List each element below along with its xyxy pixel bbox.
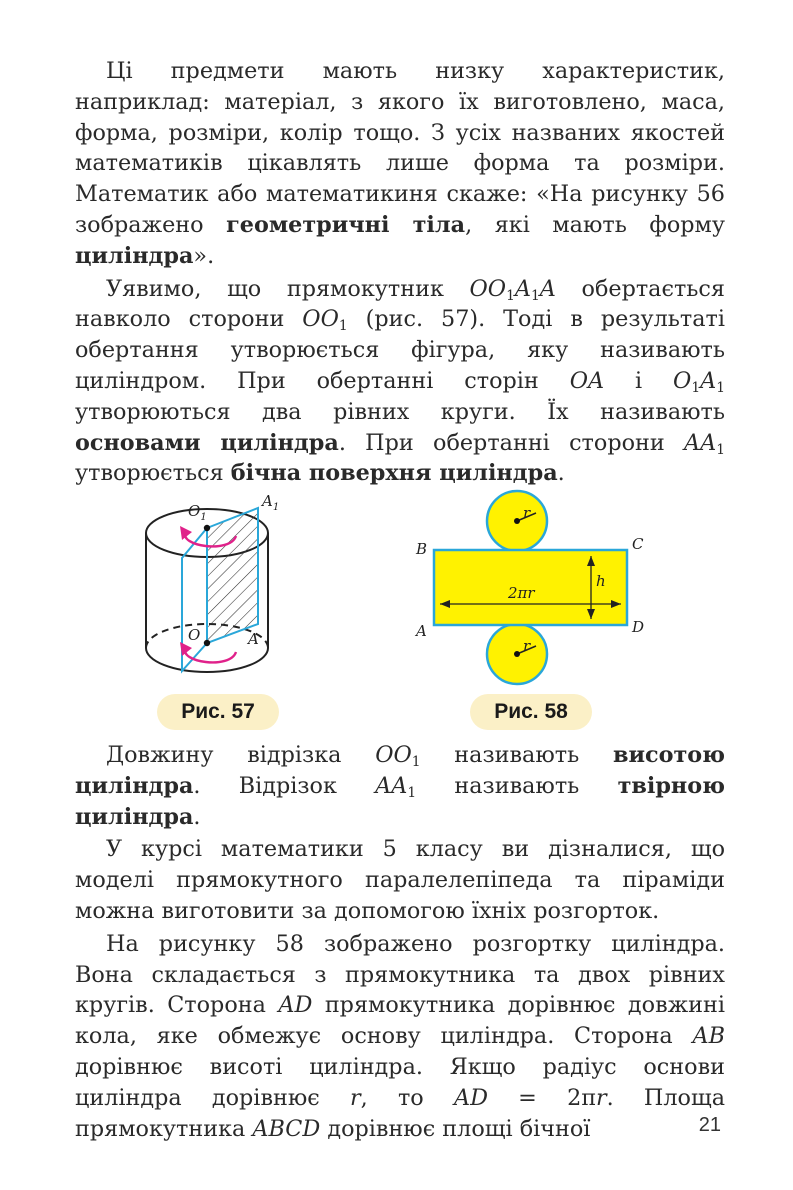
center-top [514, 518, 520, 524]
label-d: D [632, 618, 645, 636]
paragraph-rotation: Уявимо, що прямокутник $OO_1A_1A$ обертається навколо сторони $OO_1$ (рис. 57). Тоді в результаті обертання утворюється фігура, яку називають циліндром. При обертанні сторін OA і $O_1A_1$ утворюються два рівних круги. Їх називають основами циліндра. При обертанні сторони $AA_1$ утворюється бічна поверхня циліндра. [75, 275, 726, 487]
label-r-bottom: r [523, 637, 531, 655]
label-r-top: r [523, 504, 531, 522]
center-bottom [514, 651, 520, 657]
term-geometric-bodies: геометричні тіла [226, 211, 466, 238]
paragraph-cylinder-net: На рисунку 58 зображено розгортку циліндра. Вона складається з прямокутника та двох рівних кругів. Сторона AD прямокутника дорівнює довжині кола, яке обмежує основу циліндра. Сторона AB дорівнює висоті циліндра. Якщо радіус основи циліндра дорівнює r, то AD = 2πr. Площа прямокутника ABCD дорівнює площі бічної [75, 930, 725, 1142]
label-b: B [416, 540, 428, 558]
caption-fig-57: Рис. 57 [157, 694, 279, 730]
label-o1: $O_1$ [188, 502, 207, 523]
label-2pir: 2πr [508, 584, 535, 602]
caption-fig-58: Рис. 58 [470, 694, 592, 730]
cylinder-bottom-front [146, 648, 268, 672]
term-bases: основами циліндра [75, 429, 339, 456]
label-a: A [248, 630, 259, 648]
term-height: висотою циліндра [75, 742, 725, 799]
term-cylinder: циліндра [75, 242, 194, 269]
point-o [204, 640, 210, 646]
paragraph-intro: Ці предмети мають низку характеристик, наприклад: матеріал, з якого їх виготовлено, маса, форма, розміри, колір тощо. З усіх названих якостей математиків цікавлять лише форма та розміри. Математик або математикиня скаже: «На рисунку 56 зображено геометричні тіла, які мають форму циліндра». [75, 58, 725, 269]
label-c: C [632, 535, 644, 553]
label-a: A [416, 622, 427, 640]
figure-57-cylinder [130, 488, 310, 688]
term-lateral-surface: бічна поверхня циліндра [230, 460, 558, 487]
text-block-bottom [75, 740, 725, 1144]
label-a1: $A_1$ [262, 492, 280, 513]
figure-58-net [410, 486, 660, 686]
label-h: h [596, 572, 606, 590]
paragraph-nets: У курсі математики 5 класу ви дізналися, що моделі прямокутного паралелепіпеда та піраміди можна виготовити за допомогою їхніх розгорток. [75, 836, 725, 924]
paragraph-height-generator: Довжину відрізка $OO_1$ називають висотою циліндра. Відрізок $AA_1$ називають твірною циліндра. [75, 742, 725, 830]
page-number: 21 [698, 1114, 721, 1136]
text-block-top [75, 56, 725, 489]
point-o1 [204, 525, 210, 531]
term-generator: твірною циліндра [75, 772, 725, 830]
rotating-rectangle [207, 508, 258, 643]
label-o: O [188, 626, 201, 644]
